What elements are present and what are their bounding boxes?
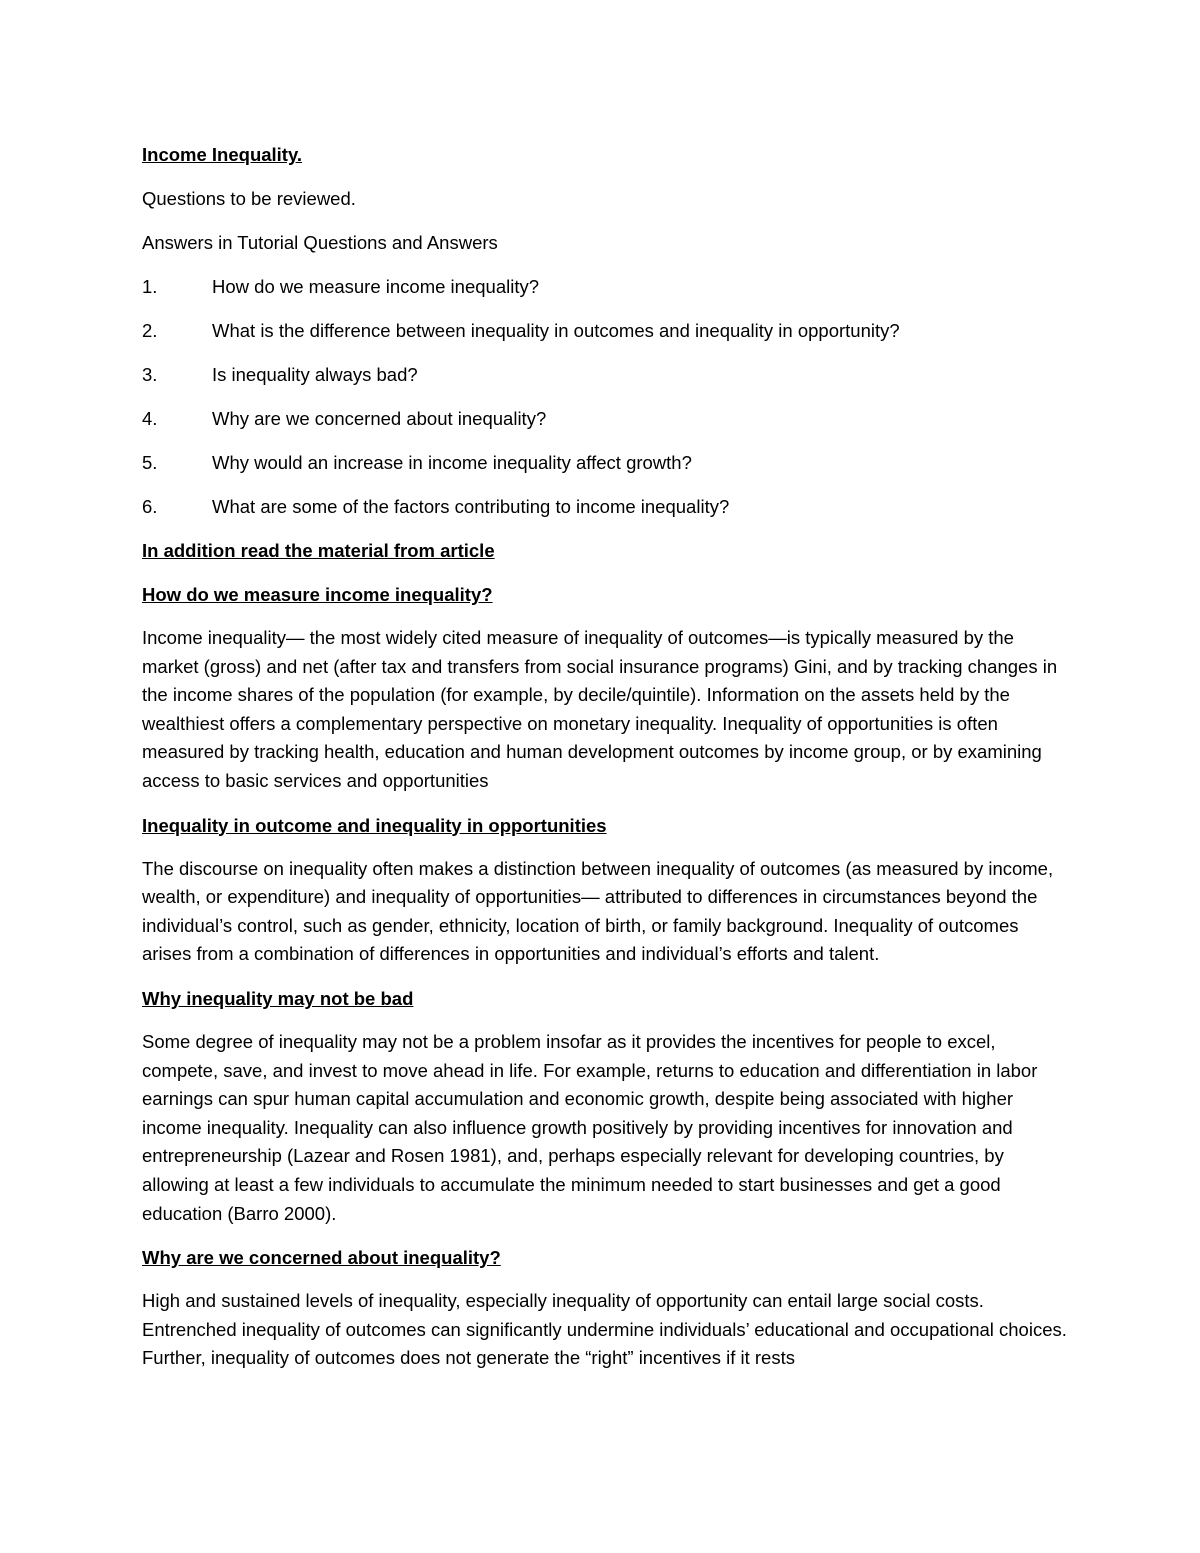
section-body-measure: Income inequality— the most widely cited measure of inequality of outcomes—is typically measured by the market (gross) and net (after tax and transfers from social insurance programs) Gini, and by tracking changes in the income shares of the population (for example, by decile/quintile). Information on the assets held by the wealthiest offers a complementary perspective on monetary inequality. Inequality of opportunities is often measured by tracking health, education and human development outcomes by income group, or by examining access to basic services and opportunities — [142, 627, 1058, 791]
question-text: What is the difference between inequality in outcomes and inequality in opportunity? — [212, 320, 900, 341]
section-heading-measure: How do we measure income inequality? — [142, 584, 493, 605]
section-body-not-bad: Some degree of inequality may not be a problem insofar as it provides the incentives for people to excel, compete, save, and invest to move ahead in life. For example, returns to education and differentiation in labor earnings can spur human capital accumulation and economic growth, despite being associated with higher income inequality. Inequality can also influence growth positively by providing incentives for innovation and entrepreneurship (Lazear and Rosen 1981), and, perhaps especially relevant for developing countries, by allowing at least a few individuals to accumulate the minimum needed to start businesses and get a good education (Barro 2000). — [142, 1030, 1038, 1224]
question-item — [142, 404, 1072, 433]
document-title: Income Inequality. — [142, 144, 303, 165]
question-number: 4. — [142, 408, 158, 429]
question-item — [142, 360, 1072, 389]
question-number: 3. — [142, 364, 158, 385]
intro-line-1: Questions to be reviewed. — [142, 188, 356, 209]
question-text: Is inequality always bad? — [212, 364, 418, 385]
question-item — [142, 448, 1072, 477]
section-heading-additional-reading: In addition read the material from article — [142, 540, 495, 561]
section-heading-outcome-opportunity: Inequality in outcome and inequality in opportunities — [142, 814, 607, 836]
section-heading-concerned: Why are we concerned about inequality? — [142, 1247, 501, 1269]
question-number: 5. — [142, 452, 158, 473]
question-number: 2. — [142, 320, 158, 341]
question-number: 1. — [142, 276, 158, 297]
question-item — [142, 316, 1072, 345]
question-number: 6. — [142, 496, 158, 517]
question-text: How do we measure income inequality? — [212, 276, 540, 297]
intro-line-2: Answers in Tutorial Questions and Answers — [142, 232, 498, 253]
question-item — [142, 272, 1072, 301]
section-heading-not-bad: Why inequality may not be bad — [142, 987, 414, 1009]
section-body-outcome-opportunity: The discourse on inequality often makes a distinction between inequality of outcomes (as measured by income, wealth, or expenditure) and inequality of opportunities— attributed to differences in circumstances beyond the individual’s control, such as gender, ethnicity, location of birth, or family background. Inequality of outcomes arises from a combination of differences in opportunities and individual’s efforts and talent. — [142, 857, 1054, 965]
document-content — [142, 140, 1072, 1388]
question-text: Why are we concerned about inequality? — [212, 408, 547, 429]
question-item — [142, 492, 1072, 521]
questions-list — [142, 272, 1072, 521]
question-text: What are some of the factors contributing to income inequality? — [212, 496, 730, 517]
question-text: Why would an increase in income inequality affect growth? — [212, 452, 692, 473]
section-body-concerned: High and sustained levels of inequality, especially inequality of opportunity can entail large social costs. Entrenched inequality of outcomes can significantly undermine individuals’ educational and occupational choices. Further, inequality of outcomes does not generate the “right” incentives if it rests — [142, 1290, 1067, 1369]
